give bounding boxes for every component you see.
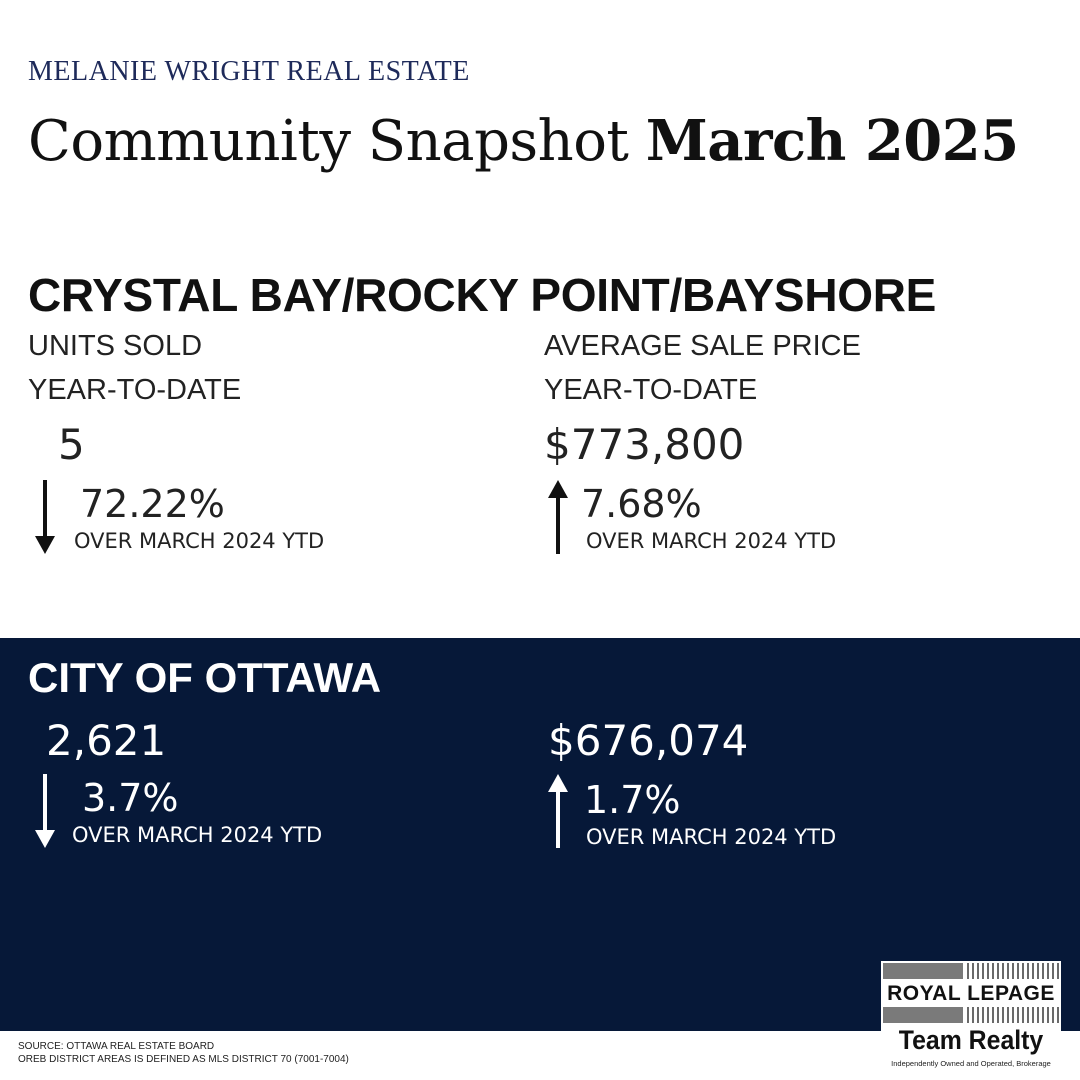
units-sold-label: UNITS SOLD (28, 330, 203, 362)
price-change-percent: 7.68% (581, 482, 702, 526)
logo-team-text: Team Realty (898, 1025, 1044, 1055)
brand-name: MELANIE WRIGHT REAL ESTATE (28, 56, 470, 87)
price-comparison-label: OVER MARCH 2024 YTD (586, 529, 837, 553)
city-price-change-percent: 1.7% (584, 778, 681, 822)
arrow-down-icon (34, 478, 56, 556)
city-price-value: $676,074 (548, 716, 749, 765)
arrow-up-icon (547, 478, 569, 556)
title-month: March 2025 (645, 108, 1019, 174)
logo-bars-top (883, 963, 1059, 979)
units-change-percent: 72.22% (80, 482, 225, 526)
page-title (28, 108, 1019, 174)
city-units-change-percent: 3.7% (82, 776, 179, 820)
units-comparison-label: OVER MARCH 2024 YTD (74, 529, 325, 553)
units-period-label: YEAR-TO-DATE (28, 374, 242, 406)
royal-lepage-logo (881, 961, 1061, 1071)
logo-bars-bottom (883, 1007, 1059, 1023)
city-name: CITY OF OTTAWA (28, 654, 382, 701)
city-units-value: 2,621 (46, 716, 167, 765)
avg-price-value: $773,800 (544, 420, 745, 469)
title-light: Community Snapshot (28, 109, 646, 174)
city-price-comparison-label: OVER MARCH 2024 YTD (586, 825, 837, 849)
avg-price-label: AVERAGE SALE PRICE (544, 330, 861, 362)
arrow-down-icon (34, 772, 56, 850)
logo-brand-text: ROYAL LEPAGE (887, 982, 1055, 1005)
units-sold-value: 5 (58, 420, 85, 469)
arrow-up-icon (547, 772, 569, 850)
logo-tagline: Independently Owned and Operated, Brokerage (891, 1059, 1051, 1068)
city-units-comparison-label: OVER MARCH 2024 YTD (72, 823, 323, 847)
price-period-label: YEAR-TO-DATE (544, 374, 758, 406)
source-note: SOURCE: OTTAWA REAL ESTATE BOARD (18, 1041, 215, 1052)
district-note: OREB DISTRICT AREAS IS DEFINED AS MLS DISTRICT 70 (7001-7004) (18, 1054, 349, 1065)
community-name: CRYSTAL BAY/ROCKY POINT/BAYSHORE (28, 269, 937, 321)
